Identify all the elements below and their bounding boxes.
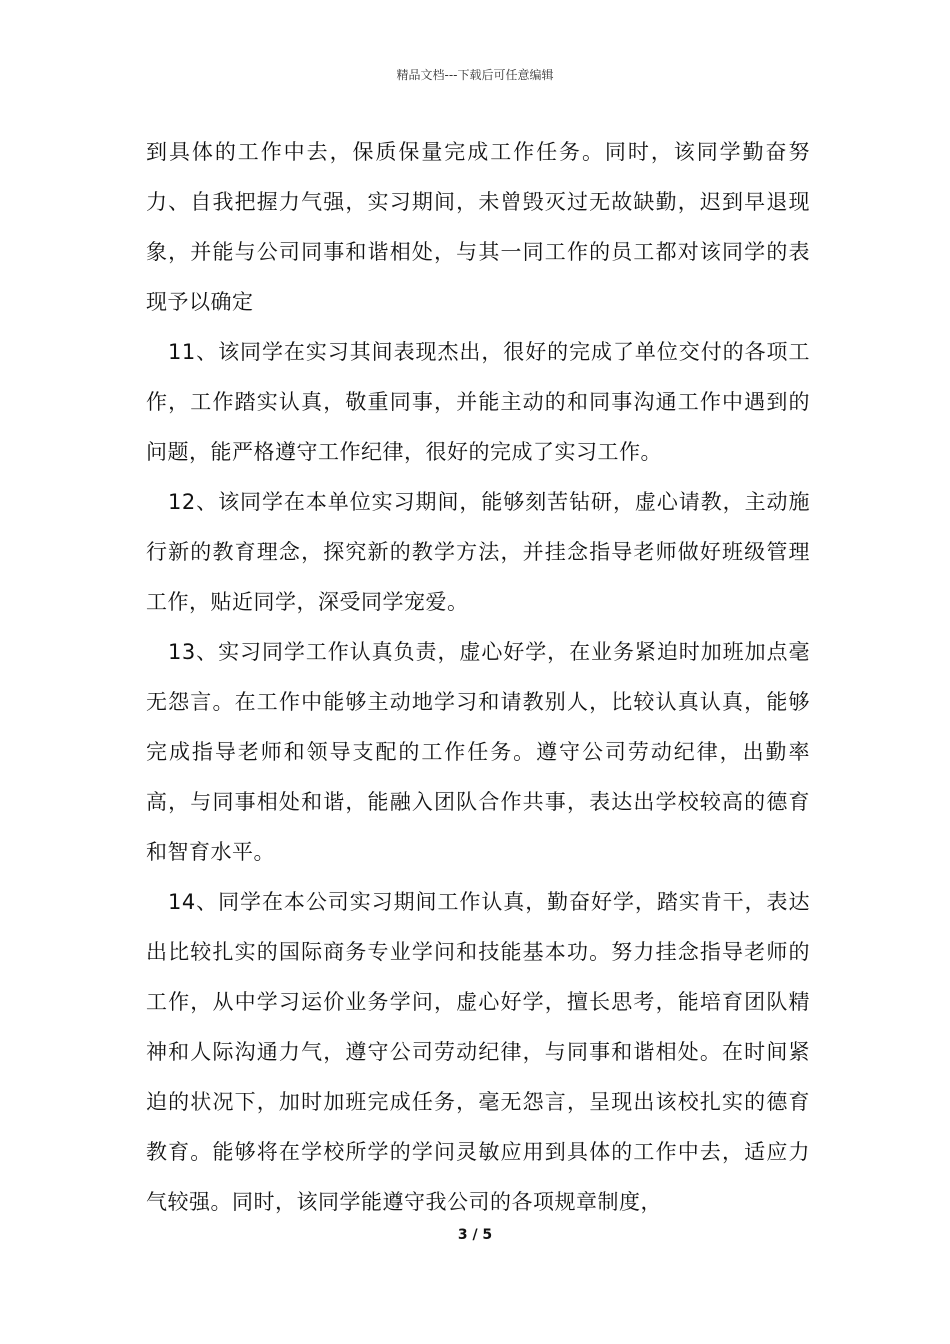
paragraph-item-14: 14、同学在本公司实习期间工作认真，勤奋好学，踏实肯干，表达出比较扎实的国际商务专业学问和技能基本功。努力挂念指导老师的工作，从中学习运价业务学问，虚心好学，擅长思考，能培育团队精神和人际沟通力气，遵守公司劳动纪律，与同事和谐相处。在时间紧迫的状况下，加时加班完成任务，毫无怨言，呈现出该校扎实的德育教育。能够将在学校所学的学问灵敏应用到具体的工作中去，适应力气较强。同时，该同学能遵守我公司的各项规章制度， (146, 890, 810, 1214)
page-number: 3 / 5 (457, 1227, 493, 1243)
paragraph-item-11: 11、该同学在实习其间表现杰出，很好的完成了单位交付的各项工作，工作踏实认真，敬重同事，并能主动的和同事沟通工作中遇到的问题，能严格遵守工作纪律，很好的完成了实习工作。 (146, 340, 810, 464)
page-header: 精品文档---下载后可任意编辑 (396, 68, 554, 82)
paragraph-item-12: 12、该同学在本单位实习期间，能够刻苦钻研，虚心请教，主动施行新的教育理念，探究新的教学方法，并挂念指导老师做好班级管理工作，贴近同学，深受同学宠爱。 (146, 490, 810, 614)
document-body (146, 127, 810, 1227)
paragraph-continuation: 到具体的工作中去，保质保量完成工作任务。同时，该同学勤奋努力、自我把握力气强，实习期间，未曾毁灭过无故缺勤，迟到早退现象，并能与公司同事和谐相处，与其一同工作的员工都对该同学的表现予以确定 (146, 140, 810, 314)
paragraph-item-13: 13、实习同学工作认真负责，虚心好学，在业务紧迫时加班加点毫无怨言。在工作中能够主动地学习和请教别人，比较认真认真，能够完成指导老师和领导支配的工作任务。遵守公司劳动纪律，出勤率高，与同事相处和谐，能融入团队合作共事，表达出学校较高的德育和智育水平。 (146, 640, 810, 864)
